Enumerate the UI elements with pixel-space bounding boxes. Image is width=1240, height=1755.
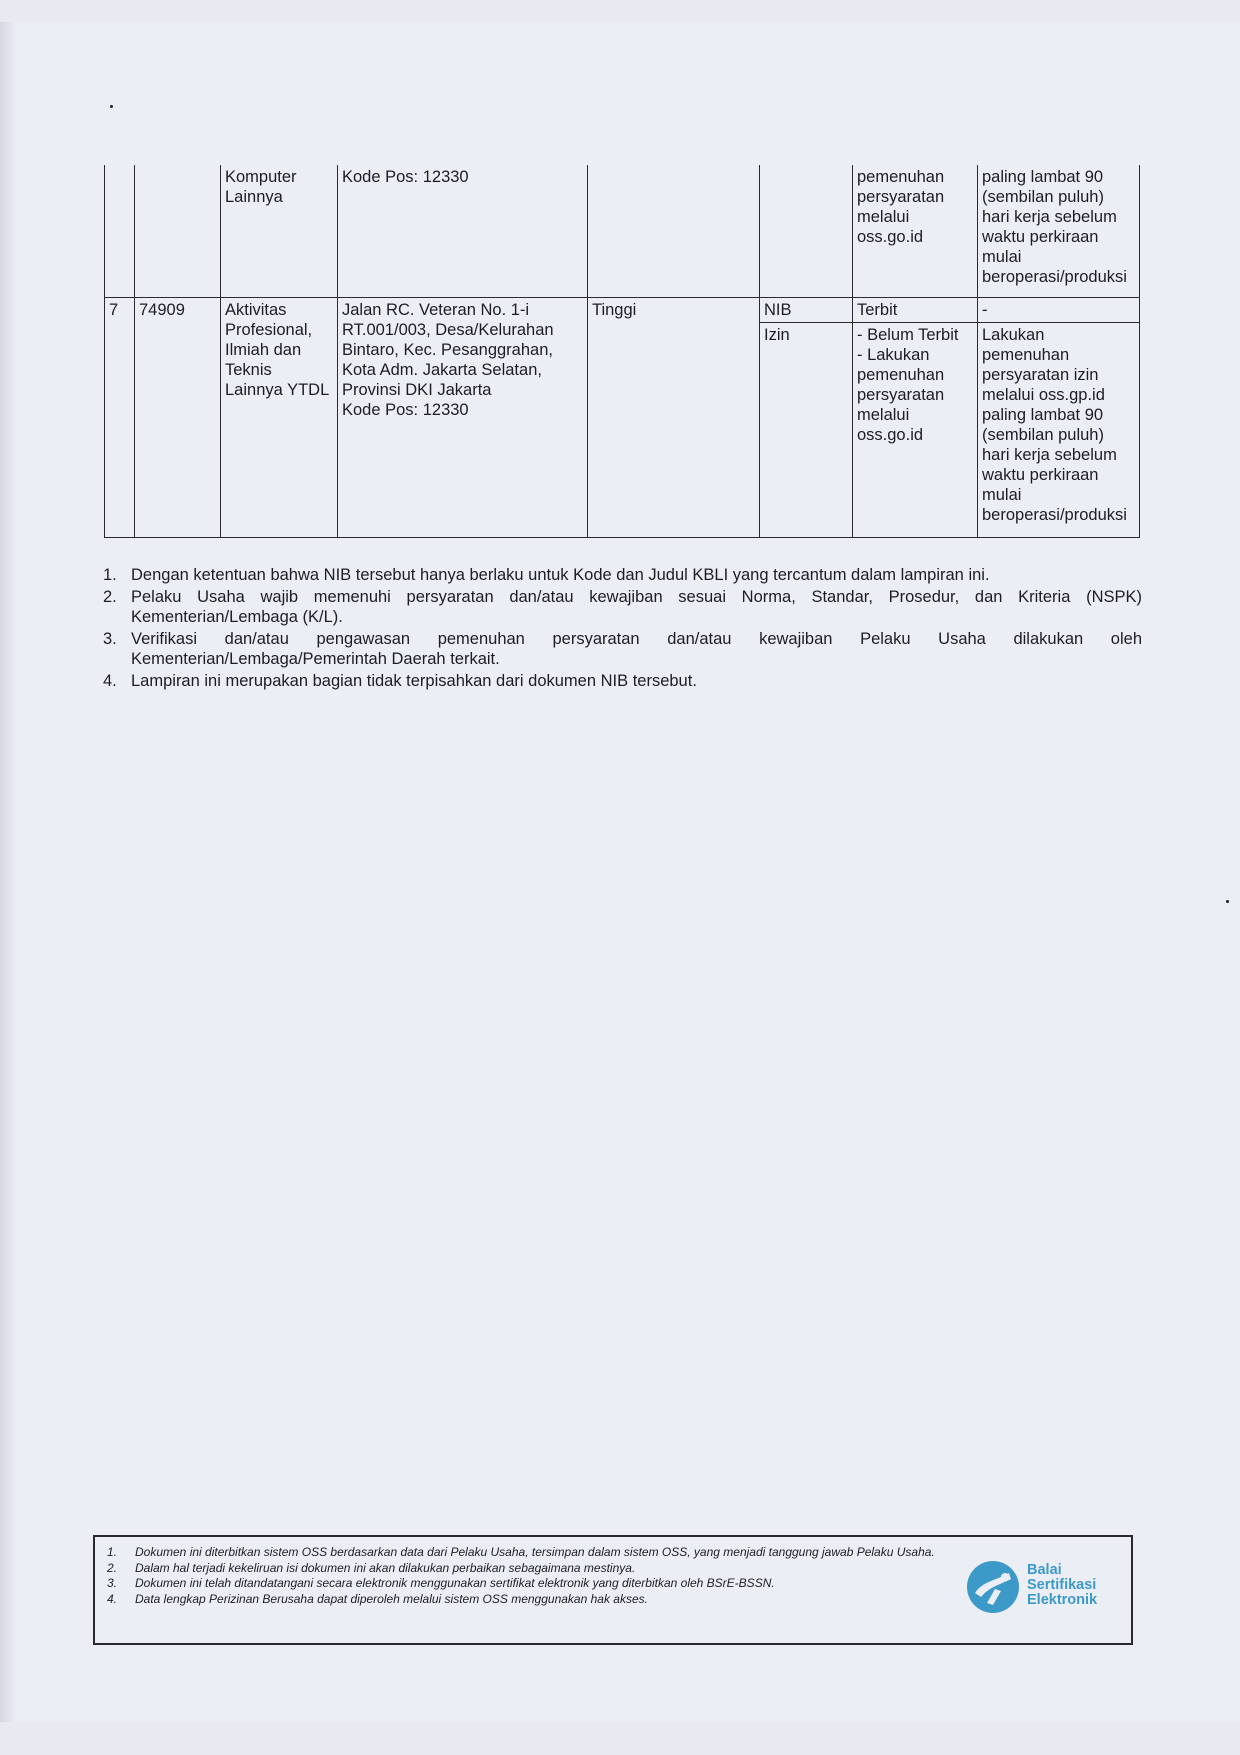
list-item: 1. Dengan ketentuan bahwa NIB tersebut hanya berlaku untuk Kode dan Judul KBLI yang tercantum dalam lampiran ini.	[103, 566, 990, 584]
bsre-logo	[965, 1559, 1125, 1623]
list-item: 3. Verifikasi dan/atau pengawasan pemenuhan persyaratan dan/atau kewajiban Pelaku Usaha dilakukan oleh Kementerian/Lembaga/Pemerintah Daerah terkait.	[103, 630, 1142, 668]
cell-jenis	[760, 165, 853, 297]
table-row	[105, 165, 1140, 297]
cell-jenis	[760, 297, 853, 537]
footer-disclaimer-box	[93, 1535, 1133, 1645]
bsre-logo-text: Balai Sertifikasi Elektronik	[1027, 1562, 1098, 1608]
jenis-izin: Izin	[760, 322, 852, 347]
speck	[1226, 900, 1229, 903]
jenis-nib: NIB	[764, 300, 792, 319]
status-nib: Terbit	[857, 300, 898, 319]
list-item: 1. Dokumen ini diterbitkan sistem OSS berdasarkan data dari Pelaku Usaha, tersimpan dalam sistem OSS, yang menjadi tanggung jawab Pelaku Usaha.	[107, 1545, 935, 1559]
kbli-table	[104, 165, 1140, 538]
cell-no	[105, 165, 135, 297]
list-item: 2. Dalam hal terjadi kekeliruan isi dokumen ini akan dilakukan perbaikan sebagaimana mestinya.	[107, 1560, 636, 1575]
speck	[110, 105, 113, 108]
cell-risiko	[588, 165, 760, 297]
status-izin: - Belum Terbit - Lakukan pemenuhan persyaratan melalui oss.go.id	[853, 322, 977, 447]
cell-risiko: Tinggi	[588, 297, 760, 537]
cell-judul: Aktivitas Profesional, Ilmiah dan Teknis Lainnya YTDL	[221, 297, 338, 537]
bsre-emblem-icon	[965, 1559, 1021, 1615]
cell-keterangan: paling lambat 90 (sembilan puluh) hari kerja sebelum waktu perkiraan mulai beroperasi/produksi	[978, 165, 1140, 297]
table-row	[105, 297, 1140, 537]
cell-lokasi: Jalan RC. Veteran No. 1-i RT.001/003, Desa/Kelurahan Bintaro, Kec. Pesanggrahan, Kota Adm. Jakarta Selatan, Provinsi DKI Jakarta Kode Pos: 12330	[338, 297, 588, 537]
list-item: 2. Pelaku Usaha wajib memenuhi persyaratan dan/atau kewajiban sesuai Norma, Standar, Prosedur, dan Kriteria (NSPK) Kementerian/Lembaga (K/L).	[103, 588, 1142, 626]
cell-no: 7	[105, 297, 135, 537]
cell-keterangan	[978, 297, 1140, 537]
keterangan-nib: -	[982, 300, 988, 319]
page-edge-shadow	[0, 22, 18, 1722]
list-item: 3. Dokumen ini telah ditandatangani secara elektronik menggunakan sertifikat elektronik yang diterbitkan oleh BSrE-BSSN.	[107, 1576, 775, 1590]
cell-lokasi: Kode Pos: 12330	[338, 165, 588, 297]
cell-kode: 74909	[135, 297, 221, 537]
cell-status	[853, 297, 978, 537]
cell-status: pemenuhan persyaratan melalui oss.go.id	[853, 165, 978, 297]
keterangan-izin: Lakukan pemenuhan persyaratan izin melalui oss.gp.id paling lambat 90 (sembilan puluh) hari kerja sebelum waktu perkiraan mulai beroperasi/produksi	[978, 322, 1139, 527]
list-item: 4. Data lengkap Perizinan Berusaha dapat diperoleh melalui sistem OSS menggunakan hak akses.	[107, 1591, 648, 1606]
cell-judul: Komputer Lainnya	[221, 165, 338, 297]
footer-notes-list	[103, 1545, 983, 1607]
list-item: 4. Lampiran ini merupakan bagian tidak terpisahkan dari dokumen NIB tersebut.	[103, 672, 697, 690]
notes-list	[97, 565, 1142, 693]
cell-kode	[135, 165, 221, 297]
